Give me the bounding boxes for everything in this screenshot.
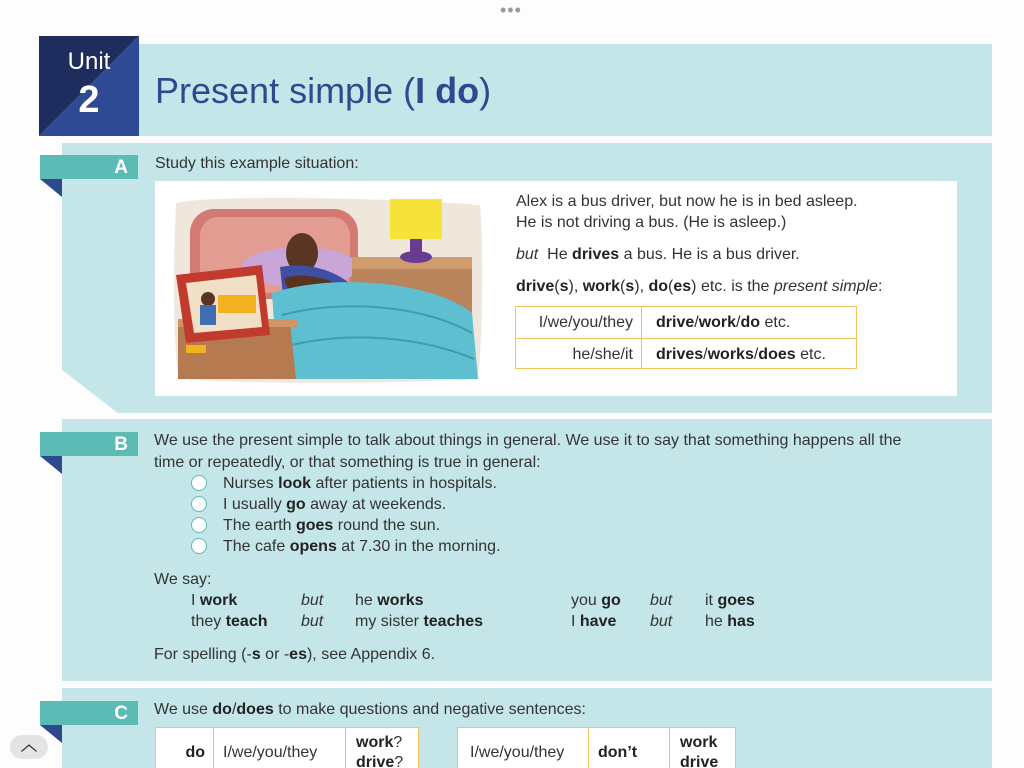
forms-line: drive(s), work(s), do(es) etc. is the present simple: xyxy=(516,278,883,295)
contrast-but: but xyxy=(650,592,673,609)
negative-table xyxy=(457,727,736,768)
section-b-tab-corner xyxy=(40,456,62,474)
unit-number: 2 xyxy=(78,79,100,121)
more-options-icon[interactable]: ••• xyxy=(500,0,522,20)
negative-aux: don’t xyxy=(598,744,638,761)
contrast-but: but xyxy=(301,592,324,609)
question-verb-cell xyxy=(346,728,418,768)
section-a-intro: Study this example situation: xyxy=(155,155,359,172)
negative-subject-cell xyxy=(458,728,589,768)
scroll-up-button[interactable] xyxy=(10,735,48,759)
forms-table-subject: I/we/you/they xyxy=(516,307,642,338)
negative-aux-cell xyxy=(589,728,670,768)
section-c-tab: C xyxy=(40,701,138,725)
contrast-pair-right: he has xyxy=(705,613,755,630)
question-subject: I/we/you/they xyxy=(223,744,318,761)
contrast-but: but xyxy=(650,613,673,630)
bullet-icon xyxy=(191,538,207,554)
contrast-pair-left: they teach xyxy=(191,613,268,630)
negative-verb: work xyxy=(680,734,718,751)
forms-table-verbs: drives/works/does etc. xyxy=(656,346,826,363)
we-say-label: We say: xyxy=(154,571,212,588)
forms-table-subject: he/she/it xyxy=(516,339,642,369)
bullet-icon xyxy=(191,517,207,533)
example-sentence: The earth goes round the sun. xyxy=(223,517,441,534)
negative-verb-cell xyxy=(670,728,735,768)
spelling-note: For spelling (-s or -es), see Appendix 6. xyxy=(154,646,436,663)
situation-line-1: Alex is a bus driver, but now he is in bed asleep. xyxy=(516,193,858,210)
forms-table-row xyxy=(516,307,856,338)
contrast-pair-left: you go xyxy=(571,592,621,609)
forms-table-verbs: drive/work/do etc. xyxy=(656,314,791,331)
bus-driver-asleep-illustration xyxy=(172,195,484,385)
bullet-icon xyxy=(191,475,207,491)
section-b-tab: B xyxy=(40,432,138,456)
situation-line-2: He is not driving a bus. (He is asleep.) xyxy=(516,214,787,231)
contrast-pair-left: I have xyxy=(571,613,617,630)
bullet-icon xyxy=(191,496,207,512)
section-a-tab-corner xyxy=(40,179,62,197)
example-sentence: The cafe opens at 7.30 in the morning. xyxy=(223,538,501,555)
example-sentence: Nurses look after patients in hospitals. xyxy=(223,475,497,492)
section-a-tab: A xyxy=(40,155,138,179)
forms-table xyxy=(515,306,857,369)
unit-badge xyxy=(39,36,139,136)
situation-line-3: but He drives a bus. He is a bus driver. xyxy=(516,246,800,263)
section-c-intro: We use do/does to make questions and negative sentences: xyxy=(154,701,586,718)
question-subject-cell xyxy=(214,728,346,768)
negative-subject: I/we/you/they xyxy=(470,744,565,761)
contrast-but: but xyxy=(301,613,324,630)
chevron-up-icon: ︿ xyxy=(20,737,37,754)
question-aux: do xyxy=(185,744,205,761)
question-aux-cell xyxy=(156,728,214,768)
question-verb: drive? xyxy=(356,754,404,768)
contrast-pair-right: my sister teaches xyxy=(355,613,484,630)
page-title: Present simple (I do) xyxy=(155,70,492,111)
section-b-intro-1: We use the present simple to talk about things in general. We use it to say that something happens all the xyxy=(154,432,902,449)
negative-verb: drive xyxy=(680,754,719,768)
question-verb: work? xyxy=(356,734,403,751)
contrast-pair-right: he works xyxy=(355,592,424,609)
contrast-pair-right: it goes xyxy=(705,592,755,609)
section-b-intro-2: time or repeatedly, or that something is true in general: xyxy=(154,454,541,471)
contrast-pair-left: I work xyxy=(191,592,238,609)
forms-table-row xyxy=(516,338,856,369)
example-sentence: I usually go away at weekends. xyxy=(223,496,447,513)
question-table xyxy=(155,727,419,768)
unit-label: Unit xyxy=(67,48,111,75)
